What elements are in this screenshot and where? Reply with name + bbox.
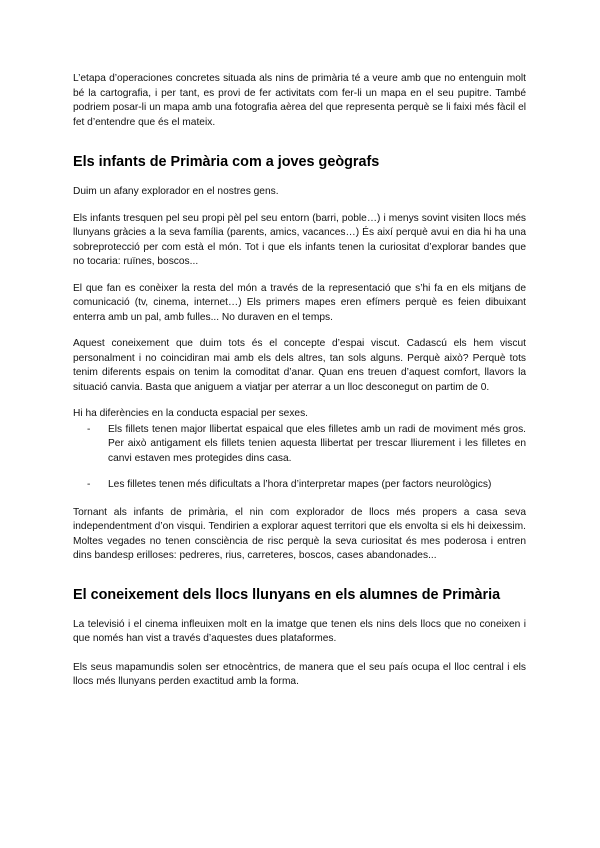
paragraph: La televisió i el cinema infleuixen molt en la imatge que tenen els nins dels llocs que no coneixen i que només han vist a través d’aquestes dues plataformes. xyxy=(73,618,526,644)
paragraph: Els seus mapamundis solen ser etnocèntrics, de manera que el seu país ocupa el lloc central i els llocs més llunyans perden exactitud amb la forma. xyxy=(73,661,526,687)
paragraph: Aquest coneixement que duim tots és el concepte d’espai viscut. Cadascú els hem viscut personalment i no coincidiran mai amb els dels altres, tan sols alguns. Perquè això? Perquè tots tenim diferents espais on tenim la comoditat d’anar. Quan ens treuen d’aquest comfort, llavors la situació canvia. Basta que aniguem a viatjar per aterrar a un lloc desconegut on partim de 0. xyxy=(73,338,526,393)
closing-paragraph: Tornant als infants de primària, el nin com explorador de llocs més propers a casa seva independentment d’on visqui. Tendirien a explorar aquest territori que els envolta si els hi deixessim. Moltes vegades no tenen consciència de risc perquè la seva curiositat és mes poderosa i entren dins bandesp erilloses: pedreres, rius, carreteres, boscos, cases abandonades... xyxy=(73,506,526,561)
paragraph: Hi ha diferències en la conducta espacial per sexes. xyxy=(73,408,309,419)
section-heading-young-geographers: Els infants de Primària com a joves geògrafs xyxy=(73,154,380,170)
paragraph: Els infants tresquen pel seu propi pèl pel seu entorn (barri, poble…) i menys sovint visiten llocs més llunyans gràcies a la seva família (parents, amics, vacances…) És així perquè avui en dia hi ha una sobreprotecció per com està el món. Tot i que els infants tenen la curiositat d’explorar bandes que no tocaria: ruïnes, boscos... xyxy=(73,212,526,267)
list-item: - Els fillets tenen major llibertat espaical que eles filletes amb un radi de moviment més gros. Per això antigament els fillets tenien aquesta llibertat per trescar lliurement i les filletes en canvi estaven mes protegides dins casa. xyxy=(108,423,526,467)
section-heading-distant-places: El coneixement dels llocs llunyans en els alumnes de Primària xyxy=(73,586,501,603)
dash-list xyxy=(73,423,526,493)
paragraph: El que fan es conèixer la resta del món a través de la representació que s’hi fa en els mitjans de comunicació (tv, cinema, internet…) Els primers mapes eren efímers perquè es feien dibuixant enterra amb un pal, amb fulles... No duraven en el temps. xyxy=(73,282,526,323)
paragraph: Duim un afany explorador en el nostres gens. xyxy=(73,186,279,197)
list-item: - Les filletes tenen més dificultats a l’hora d’interpretar mapes (per factors neurològics) xyxy=(108,478,526,493)
intro-paragraph: L’etapa d’operaciones concretes situada als nins de primària té a veure amb que no entenguin molt bé la cartografia, i per tant, es provi de fer activitats com fer-li un mapa en el seu pupitre. També podriem posar-li un mapa amb una fotografia aèrea del que representa perquè se li faixi més fàcil el fet d’entendre que és el mateix. xyxy=(73,73,526,128)
